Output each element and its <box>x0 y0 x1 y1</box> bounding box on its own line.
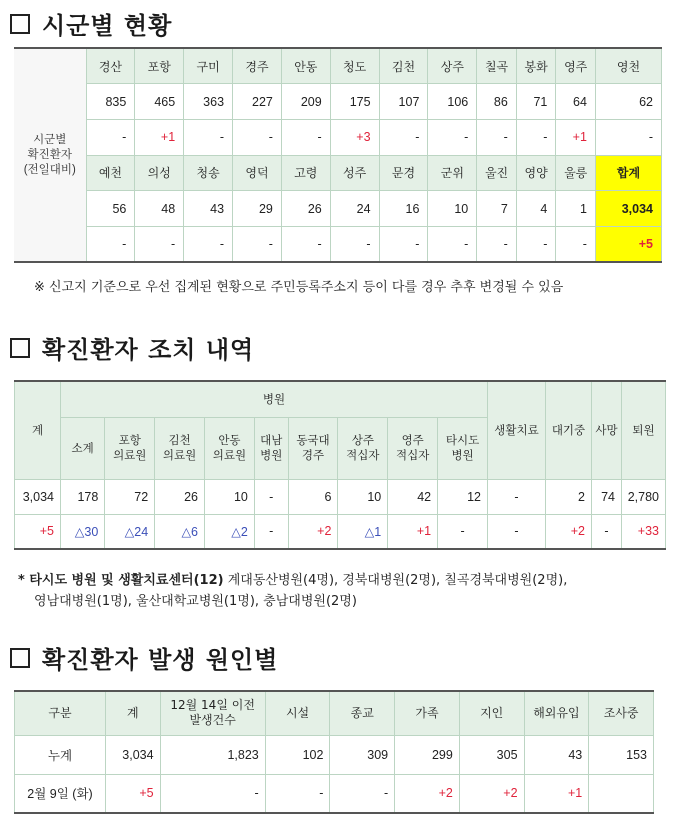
city-count: 29 <box>233 191 282 227</box>
cell: +2 <box>459 774 524 813</box>
city-count: 175 <box>330 84 379 120</box>
city-change: - <box>86 119 135 155</box>
city-header: 경산 <box>86 48 135 84</box>
city-header: 영주 <box>556 48 596 84</box>
city-change: - <box>184 226 233 262</box>
city-count: 106 <box>428 84 477 120</box>
section-title-text: 시군별 현황 <box>42 12 173 40</box>
cell: - <box>330 774 395 813</box>
cell: 2 <box>546 479 592 514</box>
col-waiting: 대기중 <box>546 381 592 479</box>
category-label-line: 시군별 <box>33 133 67 146</box>
footnote-lead: * 타시도 병원 및 생활치료센터(12) <box>18 573 224 588</box>
city-change: - <box>281 119 330 155</box>
col-investigating: 조사중 <box>589 691 654 735</box>
city-change: - <box>233 119 282 155</box>
city-header: 구미 <box>184 48 233 84</box>
city-change: - <box>379 226 428 262</box>
city-change: - <box>86 226 135 262</box>
cell: 누계 <box>15 735 106 774</box>
city-count: 107 <box>379 84 428 120</box>
city-count: 48 <box>135 191 184 227</box>
col-religion: 종교 <box>330 691 395 735</box>
city-header: 영양 <box>516 155 556 191</box>
col-life-center: 생활치료 <box>488 381 546 479</box>
cell: 153 <box>589 735 654 774</box>
city-count: 64 <box>556 84 596 120</box>
table-row <box>15 514 666 549</box>
footnote-rest: 계대동산병원(4명), 경북대병원(2명), 칠곡경북대병원(2명), <box>223 573 568 588</box>
section-title-patient-measures <box>10 330 254 365</box>
col-hospital-sub: 타시도 병원 <box>438 417 488 479</box>
city-change: - <box>281 226 330 262</box>
city-header: 봉화 <box>516 48 556 84</box>
cell: - <box>254 479 288 514</box>
city-change: - <box>428 226 477 262</box>
city-header: 영덕 <box>233 155 282 191</box>
col-acquaintance: 지인 <box>459 691 524 735</box>
cell: 3,034 <box>15 479 61 514</box>
cell: 74 <box>592 479 622 514</box>
city-change: - <box>477 119 517 155</box>
category-label-line: 확진환자 <box>27 148 72 161</box>
cell: - <box>254 514 288 549</box>
city-header: 청송 <box>184 155 233 191</box>
city-count: 16 <box>379 191 428 227</box>
col-hospital-sub: 소계 <box>61 417 105 479</box>
cell: △2 <box>205 514 255 549</box>
cell: 178 <box>61 479 105 514</box>
cell: - <box>265 774 330 813</box>
city-header: 김천 <box>379 48 428 84</box>
table-row <box>15 735 654 774</box>
city-change: - <box>428 119 477 155</box>
cell: 6 <box>288 479 338 514</box>
city-status-table <box>14 47 662 263</box>
col-hospital-sub: 대남 병원 <box>254 417 288 479</box>
city-change: - <box>516 226 556 262</box>
col-hospital-sub: 안동 의료원 <box>205 417 255 479</box>
cell: 299 <box>395 735 460 774</box>
section-title-text: 확진환자 발생 원인별 <box>42 646 279 674</box>
city-header: 포항 <box>135 48 184 84</box>
city-change: - <box>233 226 282 262</box>
city-header: 청도 <box>330 48 379 84</box>
city-change: - <box>135 226 184 262</box>
checkbox-square-icon <box>10 648 30 668</box>
cell: 12 <box>438 479 488 514</box>
cell: △1 <box>338 514 388 549</box>
cell <box>589 774 654 813</box>
cell: 102 <box>265 735 330 774</box>
cell: - <box>488 514 546 549</box>
city-count: 26 <box>281 191 330 227</box>
cell: △6 <box>155 514 205 549</box>
city-header: 문경 <box>379 155 428 191</box>
cell: - <box>160 774 265 813</box>
city-header: 군위 <box>428 155 477 191</box>
category-label-cell <box>14 48 86 262</box>
cell: 305 <box>459 735 524 774</box>
cell: +2 <box>546 514 592 549</box>
city-count: 71 <box>516 84 556 120</box>
city-count: 1 <box>556 191 596 227</box>
city-count: 4 <box>516 191 556 227</box>
col-hospital-sub: 영주 적십자 <box>388 417 438 479</box>
city-header: 칠곡 <box>477 48 517 84</box>
city-header: 예천 <box>86 155 135 191</box>
cell: - <box>438 514 488 549</box>
cell: +33 <box>622 514 666 549</box>
col-hospital-sub: 김천 의료원 <box>155 417 205 479</box>
cell: +1 <box>524 774 589 813</box>
city-change: - <box>184 119 233 155</box>
city-change: - <box>477 226 517 262</box>
total-header: 합계 <box>595 155 661 191</box>
checkbox-square-icon <box>10 338 30 358</box>
col-discharged: 퇴원 <box>622 381 666 479</box>
city-count: 62 <box>595 84 661 120</box>
city-change: - <box>516 119 556 155</box>
cell: +5 <box>105 774 160 813</box>
section-title-cause <box>10 640 278 675</box>
col-death: 사망 <box>592 381 622 479</box>
city-count: 465 <box>135 84 184 120</box>
city-count: 835 <box>86 84 135 120</box>
city-count: 56 <box>86 191 135 227</box>
city-header: 안동 <box>281 48 330 84</box>
cell: 2,780 <box>622 479 666 514</box>
patient-measures-table <box>14 380 666 550</box>
city-header: 성주 <box>330 155 379 191</box>
cell: 42 <box>388 479 438 514</box>
city-header: 의성 <box>135 155 184 191</box>
cell: 10 <box>338 479 388 514</box>
total-count: 3,034 <box>595 191 661 227</box>
city-change: - <box>330 226 379 262</box>
cell: 72 <box>105 479 155 514</box>
city-change: +3 <box>330 119 379 155</box>
city-change: +1 <box>556 119 596 155</box>
cell: - <box>488 479 546 514</box>
table-row <box>15 479 666 514</box>
section-title-city-status <box>10 6 172 41</box>
cell: 2월 9일 (화) <box>15 774 106 813</box>
city-count: 363 <box>184 84 233 120</box>
col-before-dec14: 12월 14일 이전 발생건수 <box>160 691 265 735</box>
col-total: 계 <box>105 691 160 735</box>
cell: 309 <box>330 735 395 774</box>
col-hospital-group: 병원 <box>61 381 488 417</box>
cell: +2 <box>395 774 460 813</box>
cell: 26 <box>155 479 205 514</box>
hospital-footnote <box>18 570 567 612</box>
city-count: 86 <box>477 84 517 120</box>
cell: △30 <box>61 514 105 549</box>
col-hospital-sub: 포항 의료원 <box>105 417 155 479</box>
city-count: 24 <box>330 191 379 227</box>
cell: 10 <box>205 479 255 514</box>
city-count: 7 <box>477 191 517 227</box>
cell: 43 <box>524 735 589 774</box>
cause-table <box>14 690 654 814</box>
cell: △24 <box>105 514 155 549</box>
city-header: 영천 <box>595 48 661 84</box>
city-count: 227 <box>233 84 282 120</box>
city-change: - <box>379 119 428 155</box>
col-overseas: 해외유입 <box>524 691 589 735</box>
cell: - <box>592 514 622 549</box>
city-header: 울릉 <box>556 155 596 191</box>
col-hospital-sub: 동국대 경주 <box>288 417 338 479</box>
category-label-line: (전일대비) <box>23 163 76 176</box>
cell: 1,823 <box>160 735 265 774</box>
cell: +2 <box>288 514 338 549</box>
city-change: +1 <box>135 119 184 155</box>
city-change: - <box>595 119 661 155</box>
city-count: 209 <box>281 84 330 120</box>
cell: +5 <box>15 514 61 549</box>
section-title-text: 확진환자 조치 내역 <box>42 336 255 364</box>
cell: 3,034 <box>105 735 160 774</box>
table-row <box>15 774 654 813</box>
col-facility: 시설 <box>265 691 330 735</box>
city-header: 경주 <box>233 48 282 84</box>
total-change: +5 <box>595 226 661 262</box>
city-count: 10 <box>428 191 477 227</box>
cell: +1 <box>388 514 438 549</box>
city-header: 울진 <box>477 155 517 191</box>
col-family: 가족 <box>395 691 460 735</box>
city-header: 고령 <box>281 155 330 191</box>
city-count: 43 <box>184 191 233 227</box>
city-change: - <box>556 226 596 262</box>
col-hospital-sub: 상주 적십자 <box>338 417 388 479</box>
footnote-line2: 영남대병원(1명), 울산대학교병원(1명), 충남대병원(2명) <box>34 594 357 609</box>
city-status-note: ※ 신고지 기준으로 우선 집계된 현황으로 주민등록주소지 등이 다를 경우 추후 변경될 수 있음 <box>34 280 564 295</box>
col-category: 구분 <box>15 691 106 735</box>
col-total: 계 <box>15 381 61 479</box>
checkbox-square-icon <box>10 14 30 34</box>
city-header: 상주 <box>428 48 477 84</box>
